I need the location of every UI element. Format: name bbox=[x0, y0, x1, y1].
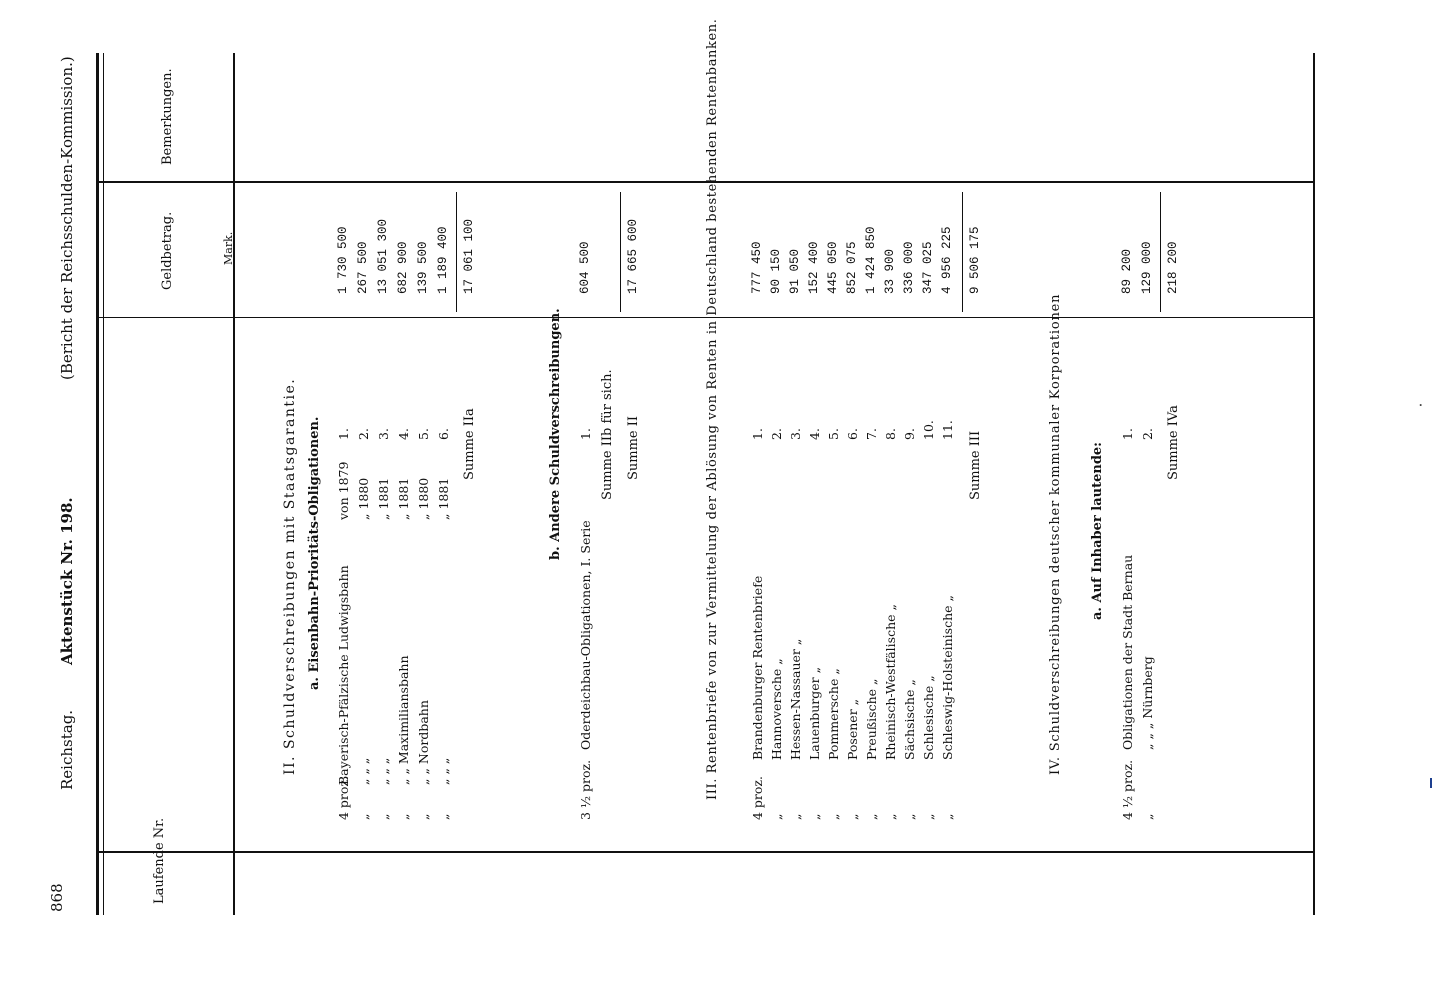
sum-III-amount: 9 506 175 bbox=[968, 226, 982, 294]
row-rate: „ bbox=[921, 813, 936, 820]
row-rate: „ bbox=[356, 813, 371, 820]
row-amount: 139 500 bbox=[416, 241, 430, 294]
row-text: Preußische „ bbox=[864, 678, 879, 760]
row-amount: 852 075 bbox=[845, 241, 859, 294]
section-IVa-title: a. Auf Inhaber lautende: bbox=[1090, 442, 1105, 620]
row-rate: „ bbox=[769, 813, 784, 820]
row-text: Sächsische „ bbox=[902, 679, 917, 760]
header-right: (Bericht der Reichsschulden-Kommission.) bbox=[58, 56, 76, 380]
row-nr: 1. bbox=[750, 428, 765, 440]
sum-IIb-label: Summe IIb für sich. bbox=[600, 369, 615, 500]
row-text: Hessen-Nassauer „ bbox=[788, 638, 803, 760]
row-nr: 10. bbox=[921, 420, 936, 440]
column-heading-nr: Laufende Nr. bbox=[152, 817, 167, 904]
row-nr: 3. bbox=[376, 428, 391, 440]
sum-rule bbox=[962, 192, 963, 312]
row-rate: 4 ½ proz. bbox=[1120, 759, 1135, 820]
row-text: Rheinisch-Westfälische „ bbox=[883, 604, 898, 760]
row-nr: 5. bbox=[416, 428, 431, 440]
column-heading-amount: Geldbetrag. bbox=[160, 211, 175, 290]
row-text: „ „ „ Nürnberg bbox=[1140, 656, 1155, 750]
sum-IIa-amount: 17 061 100 bbox=[462, 218, 476, 294]
row-text: Posener „ bbox=[845, 698, 860, 760]
row-year: „ 1881 bbox=[396, 477, 411, 520]
section-IV-title: IV. Schuldverschreibungen deutscher kommunaler Korporationen bbox=[1048, 293, 1063, 775]
row-nr: 2. bbox=[356, 428, 371, 440]
row-nr: 1. bbox=[578, 428, 593, 440]
row-text: „ „ „ bbox=[436, 757, 451, 785]
page-number: 868 bbox=[48, 883, 66, 912]
row-year: von 1879 bbox=[336, 461, 351, 520]
row-amount: 682 900 bbox=[396, 241, 410, 294]
header-center: Aktenstück Nr. 198. bbox=[58, 497, 76, 665]
row-year: „ 1880 bbox=[356, 477, 371, 520]
row-text: Oderdeichbau-Obligationen, I. Serie bbox=[578, 520, 593, 750]
row-nr: 11. bbox=[940, 420, 955, 440]
sum-rule bbox=[620, 192, 621, 312]
sum-III-label: Summe III bbox=[968, 430, 983, 500]
section-IIb-title: b. Andere Schuldverschreibungen. bbox=[548, 308, 563, 560]
header-row-rule bbox=[96, 851, 1314, 853]
row-amount: 267 500 bbox=[356, 241, 370, 294]
row-amount: 445 050 bbox=[826, 241, 840, 294]
row-rate: „ bbox=[826, 813, 841, 820]
row-amount: 604 500 bbox=[578, 241, 592, 294]
row-amount: 91 050 bbox=[788, 248, 802, 294]
row-amount: 90 150 bbox=[769, 248, 783, 294]
row-text: Brandenburger Rentenbriefe bbox=[750, 575, 765, 760]
column-heading-mark: Mark. bbox=[222, 231, 235, 265]
section-IIa-title: a. Eisenbahn-Prioritäts-Obligationen. bbox=[307, 416, 322, 690]
row-year: „ 1880 bbox=[416, 477, 431, 520]
row-rate: „ bbox=[376, 813, 391, 820]
row-rate: „ bbox=[940, 813, 955, 820]
header-left: Reichstag. bbox=[58, 709, 76, 790]
row-rate: 4 proz. bbox=[750, 776, 765, 820]
row-text: Lauenburger „ bbox=[807, 666, 822, 760]
sum-IIa-label: Summe IIa bbox=[462, 408, 477, 480]
row-nr: 2. bbox=[769, 428, 784, 440]
row-rate: „ bbox=[883, 813, 898, 820]
row-year: „ 1881 bbox=[376, 477, 391, 520]
table-right-border bbox=[1313, 53, 1315, 915]
sum-II-label: Summe II bbox=[626, 415, 641, 480]
row-text: Schleswig-Holsteinische „ bbox=[940, 595, 955, 760]
row-text: Hannoversche „ bbox=[769, 658, 784, 760]
row-amount: 1 424 850 bbox=[864, 226, 878, 294]
sum-II-amount: 17 665 600 bbox=[626, 218, 640, 294]
row-text: „ „ „ bbox=[356, 757, 371, 785]
row-nr: 9. bbox=[902, 428, 917, 440]
section-II-title: II. Schuldverschreibungen mit Staatsgarantie. bbox=[282, 377, 298, 775]
row-amount: 152 400 bbox=[807, 241, 821, 294]
row-rate: „ bbox=[845, 813, 860, 820]
row-rate: „ bbox=[416, 813, 431, 820]
row-nr: 1. bbox=[1120, 428, 1135, 440]
row-rate: „ bbox=[807, 813, 822, 820]
row-amount: 33 900 bbox=[883, 248, 897, 294]
sum-rule bbox=[456, 192, 457, 312]
row-nr: 4. bbox=[807, 428, 822, 440]
row-nr: 6. bbox=[436, 428, 451, 440]
row-amount: 1 730 500 bbox=[336, 226, 350, 294]
row-amount: 1 189 400 bbox=[436, 226, 450, 294]
row-nr: 2. bbox=[1140, 428, 1155, 440]
sum-IVa-amount: 218 200 bbox=[1166, 241, 1180, 294]
row-nr: 6. bbox=[845, 428, 860, 440]
row-amount: 89 200 bbox=[1120, 248, 1134, 294]
sum-rule bbox=[1160, 192, 1161, 312]
row-amount: 129 000 bbox=[1140, 241, 1154, 294]
row-rate: 4 proz. bbox=[336, 776, 351, 820]
row-text: „ „ Maximiliansbahn bbox=[396, 655, 411, 785]
row-nr: 4. bbox=[396, 428, 411, 440]
row-nr: 5. bbox=[826, 428, 841, 440]
row-rate: „ bbox=[864, 813, 879, 820]
row-year: „ 1881 bbox=[436, 477, 451, 520]
row-nr: 1. bbox=[336, 428, 351, 440]
row-text: Pommersche „ bbox=[826, 668, 841, 760]
row-rate: „ bbox=[1140, 813, 1155, 820]
row-rate: „ bbox=[788, 813, 803, 820]
row-text: Bayerisch-Pfälzische Ludwigsbahn bbox=[336, 565, 351, 785]
row-nr: 7. bbox=[864, 428, 879, 440]
row-amount: 13 051 300 bbox=[376, 218, 390, 294]
section-III-title: III. Rentenbriefe von zur Vermittelung der Ablösung von Renten in Deutschland bestehenden Rentenbanken. bbox=[705, 18, 720, 800]
row-text: Schlesische „ bbox=[921, 675, 936, 760]
row-rate: 3 ½ proz. bbox=[578, 759, 593, 820]
row-amount: 4 956 225 bbox=[940, 226, 954, 294]
row-nr: 8. bbox=[883, 428, 898, 440]
row-text: Obligationen der Stadt Bernau bbox=[1120, 554, 1135, 750]
row-nr: 3. bbox=[788, 428, 803, 440]
row-text: „ „ Nordbahn bbox=[416, 700, 431, 785]
row-amount: 336 000 bbox=[902, 241, 916, 294]
row-text: „ „ „ bbox=[376, 757, 391, 785]
digitization-note: · bbox=[1412, 0, 1432, 1000]
row-rate: „ bbox=[902, 813, 917, 820]
row-amount: 777 450 bbox=[750, 241, 764, 294]
row-rate: „ bbox=[396, 813, 411, 820]
sum-IVa-label: Summe IVa bbox=[1166, 405, 1181, 480]
column-heading-remarks: Bemerkungen. bbox=[160, 68, 175, 165]
row-amount: 347 025 bbox=[921, 241, 935, 294]
row-rate: „ bbox=[436, 813, 451, 820]
